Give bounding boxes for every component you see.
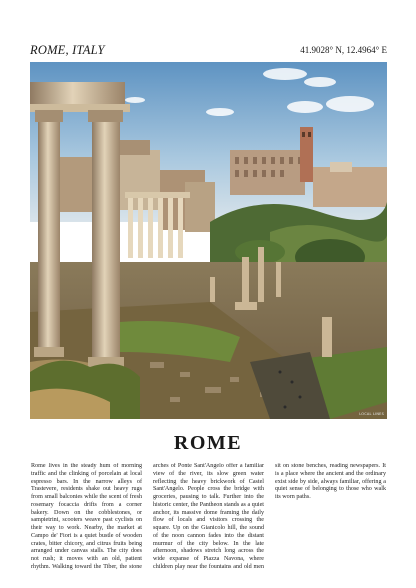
poster-title: ROME — [173, 432, 243, 454]
roman-forum-illustration — [30, 62, 387, 419]
photo-credit: LOCAL LINES — [359, 412, 384, 416]
forum-photo — [30, 62, 387, 419]
poster-header — [30, 43, 387, 59]
article-body: Rome lives in the steady hum of morning traffic and the clinking of porcelain at local espresso bars. In the narrow alleys of Trastevere, residents shake out heavy rugs from small balconies while the scent of fresh rosemary focaccia drifts from a corner bakery. Down on the cobblestones, or sampietrini, scooters weave past cyclists on their way to work. Nearby, the market at Campo de' Fiori is a quiet bustle of wooden crates, bitter chicory, and citrus fruits being arranged under canvas stalls. The city does not rush; it moves with an old, patient rhythm. Walking toward the Tiber, the stone arches of Ponte Sant'Angelo offer a familiar view of the river, its slow green water reflecting the heavy brickwork of Castel Sant'Angelo. People cross the bridge with groceries, pausing to talk. Further into the historic center, the Pantheon stands as a quiet anchor, its massive dome framing the daily flow of locals and visitors crossing the square. Up on the Gianicolo hill, the sound of the noon cannon fades into the distant murmur of the city below. In the late afternoon, shadows stretch long across the wide expanse of Piazza Navona, where children play near the fountains and old men sit on stone benches, reading newspapers. It is a place where the ancient and the ordinary exist side by side, always familiar, offering a quiet sense of belonging to those who walk its worn paths. — [31, 463, 386, 570]
coordinates-label: 41.9028° N, 12.4964° E — [300, 45, 387, 55]
location-label: ROME, ITALY — [30, 43, 105, 57]
